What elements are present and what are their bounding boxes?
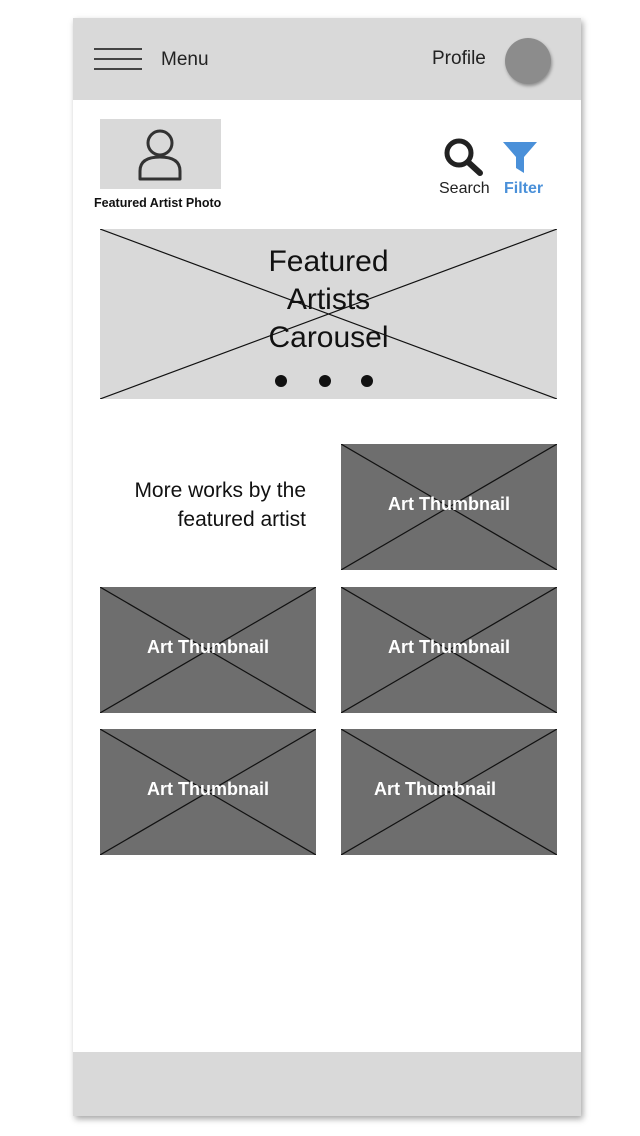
top-bar	[73, 18, 581, 100]
art-thumbnail[interactable]	[341, 729, 557, 855]
profile-avatar[interactable]	[505, 38, 551, 84]
art-thumbnail[interactable]	[341, 587, 557, 713]
art-thumbnail[interactable]	[100, 587, 316, 713]
profile-label[interactable]: Profile	[432, 48, 486, 69]
featured-artists-carousel[interactable]	[100, 229, 557, 399]
carousel-dot[interactable]	[361, 375, 373, 387]
hamburger-menu-icon[interactable]	[94, 48, 144, 70]
carousel-dot[interactable]	[319, 375, 331, 387]
art-thumbnail-label: Art Thumbnail	[147, 637, 269, 657]
art-thumbnail[interactable]	[100, 729, 316, 855]
art-thumbnail-label: Art Thumbnail	[374, 779, 496, 799]
art-thumbnail-label: Art Thumbnail	[388, 494, 510, 514]
user-icon	[137, 127, 183, 181]
search-label[interactable]: Search	[439, 180, 490, 197]
filter-label[interactable]: Filter	[504, 180, 544, 197]
filter-icon[interactable]	[502, 141, 538, 175]
carousel-title: Featured Artists Carousel	[268, 245, 389, 354]
featured-artist-photo-label: Featured Artist Photo	[94, 196, 222, 210]
phone-frame	[73, 18, 581, 1116]
art-thumbnail[interactable]	[341, 444, 557, 570]
more-works-heading: More works by the featured artist	[134, 479, 306, 531]
art-thumbnail-label: Art Thumbnail	[388, 637, 510, 657]
featured-artist-photo[interactable]	[100, 119, 221, 189]
menu-label[interactable]: Menu	[161, 49, 209, 70]
art-thumbnail-label: Art Thumbnail	[147, 779, 269, 799]
search-icon[interactable]	[443, 137, 485, 177]
carousel-dot[interactable]	[275, 375, 287, 387]
bottom-bar	[73, 1052, 581, 1116]
